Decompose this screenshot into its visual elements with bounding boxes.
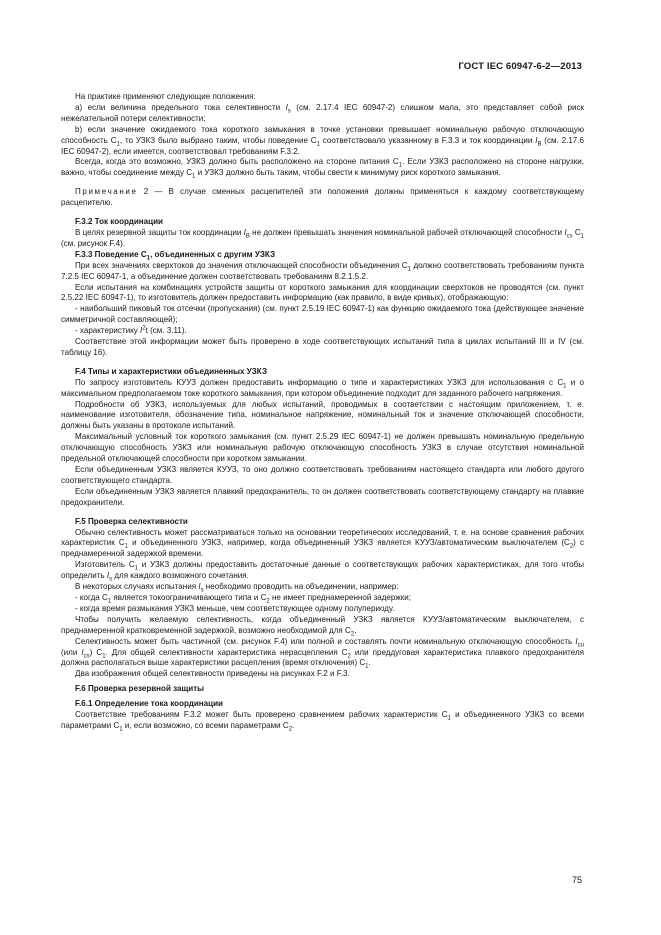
section-heading: F.4 Типы и характеристики объединенных УЗКЗ: [75, 366, 268, 376]
paragraph: В целях резервной защиты ток координации $I_B$ не должен превышать значения номинальной рабочей отключающей способности $I_{cs}$ $C_1$ (см. рисунок F.4).: [61, 227, 584, 248]
paragraph: Изготовитель $C_1$ и УЗКЗ должны предоставить достаточные данные о соответствующих рабочих характеристиках, для того чтобы определить $I_s$ для каждого возможного сочетания.: [61, 560, 585, 583]
paragraph: Максимальный условный ток короткого замыкания (см. пункт 2.5.29 IEC 60947-1) не должен превышать номинальную предельную отключающую способность УЗКЗ или номинальную рабочую отключающую способность УЗКЗ в случае отсутствия номинальной предельной отключающей способности при коротком замыкании.: [61, 432, 584, 464]
paragraph: Обычно селективность может рассматриваться только на основании теоретических исследований, т. е. на основе сравнения рабочих характеристик $C_1$ и объединенного УЗКЗ, например, когда объединенный УЗКЗ является КУУЗ/автоматическим выключателем $(C_2)$ с преднамеренной задержкой времени.: [61, 527, 584, 559]
note-paragraph: [61, 187, 584, 209]
paragraph: - наибольший пиковый ток отсечки (пропускания) (см. пункт 2.5.19 IEC 60947-1) как функцию ожидаемого тока (действующее значение симметричной составляющей);: [61, 304, 584, 325]
paragraph: Всегда, когда это возможно, УЗКЗ должно быть расположено на стороне питания $C_1$. Если УЗКЗ расположено на стороне нагрузки, важно, чтобы соединение между $C_1$ и УЗКЗ должно быть таким, чтобы свести к минимуму риск короткого замыкания.: [61, 157, 584, 180]
spacer: [61, 509, 584, 517]
paragraph: По запросу изготовитель КУУЗ должен предоставить информацию о типе и характеристиках УЗКЗ для использования с $C_1$ и о максимальном предполагаемом токе короткого замыкания, при котором объединение подходит для заданного рабочего напряжения.: [61, 377, 584, 398]
section-heading: F.3.3 Поведение $C_1$, объединенных с другим УЗКЗ: [75, 249, 276, 262]
paragraph: Соответствие требованиям F.3.2 может быть проверено сравнением рабочих характеристик $C_1$ и объединенного УЗКЗ со всеми параметрами $C_1$ и, если возможно, со всеми параметрами $C_2$.: [61, 710, 585, 733]
paragraph: Соответствие этой информации может быть проверено в ходе соответствующих испытаний типа в циклах испытаний III и IV (см. таблицу 16).: [61, 337, 584, 357]
spacer: [61, 179, 584, 187]
page-number: 75: [571, 875, 582, 885]
paragraph: Два изображения общей селективности приведены на рисунках F.2 и F.3.: [75, 669, 350, 679]
paragraph: В некоторых случаях испытания $I_s$ необходимо проводить на объединении, например:: [75, 582, 399, 594]
paragraph: Если объединенным УЗКЗ является плавкий предохранитель, то он должен соответствовать соответствующему стандарту на плавкие предохранители.: [61, 486, 584, 507]
paragraph: Подробности об УЗКЗ, используемых для любых испытаний, проводимых в соответствии с настоящим приложением, т. е. наименование изготовителя, обозначение типа, номинальное напряжение, номинальный ток и значение отключающей способности, должны быть указаны в протоколе испытаний.: [61, 399, 584, 431]
paragraph: Если объединенным УЗКЗ является КУУЗ, то оно должно соответствовать требованиям настоящего стандарта или любого другого соответствующего стандарта.: [61, 465, 584, 485]
section-heading: F.3.2 Ток координации: [75, 217, 163, 227]
note-label: Примечание: [75, 187, 138, 197]
paragraph: Чтобы получить желаемую селективность, когда объединенный УЗКЗ является КУУЗ/автоматическим выключателем, с преднамеренной кратковременной задержкой, возможно необходимой для $C_2$.: [61, 614, 584, 638]
section-heading: F.6 Проверка резервной защиты: [75, 684, 205, 694]
paragraph: На практике применяют следующие положения:: [75, 92, 256, 101]
section-heading: F.5 Проверка селективности: [75, 516, 188, 526]
paragraph: a) если величина предельного тока селективности $I_s$ (см. 2.17.4 IEC 60947-2) слишком мала, это представляет собой риск нежелательной потери селективности;: [61, 102, 585, 123]
document-header: ГОСТ IEC 60947-6-2—2013: [458, 61, 582, 72]
paragraph: Селективность может быть частичной (см. рисунок F.4) или полной и составлять почти номинальную отключающую способность $I_{cu}$ (или $I_{cs}$) $C_1$. Для общей селективности характеристика нерасцепления $C_2$ или преддуговая характеристика плавкого предохранителя должна располагаться выше характеристики расцепления (время отключения) $C_1$.: [61, 636, 584, 671]
paragraph: - когда $C_1$ является токоограничивающего типа и $C_2$ не имеет преднамеренной задержки;: [75, 592, 412, 605]
paragraph: - когда время размыкания УЗКЗ меньше, чем соответствующее одному полупериоду.: [75, 603, 395, 613]
section-heading: F.6.1 Определение тока координации: [75, 699, 223, 709]
paragraph: Если испытания на комбинациях устройств защиты от короткого замыкания для координации сверхтоков не проводятся (см. пункт 2.5.22 IEC 60947-1), то изготовитель должен предоставить информацию (как правило, в виде кривых), отображающую:: [61, 282, 584, 303]
spacer: [61, 359, 584, 367]
paragraph: - характеристику $I^2t$ (см. 3.11).: [75, 325, 187, 336]
document-body: [61, 92, 584, 732]
paragraph: b) если значение ожидаемого тока короткого замыкания в точке установки превышает номинальную рабочую отключающую способность $C_1$, то УЗКЗ было выбрано таким, чтобы поведение $C_1$ соответствовало указанному в F.3.3 и ток координации $I_B$ (см. 2.17.6 IEC 60947-2), если имеется, соответствовал требованиям F.3.2.: [61, 124, 584, 156]
note-text: 2 — В случае сменных расцепителей эти положения должны применяться к каждому соответствующему расцепителю.: [61, 187, 584, 208]
spacer: [61, 209, 584, 217]
paragraph: При всех значениях сверхтоков до значения отключающей способности объединения $C_1$ должно соответствовать требованиям пункта 7.2.5 IEC 60947-1, а объединение должен соответствовать требованиям 8.2.1.5.2.: [61, 260, 584, 281]
